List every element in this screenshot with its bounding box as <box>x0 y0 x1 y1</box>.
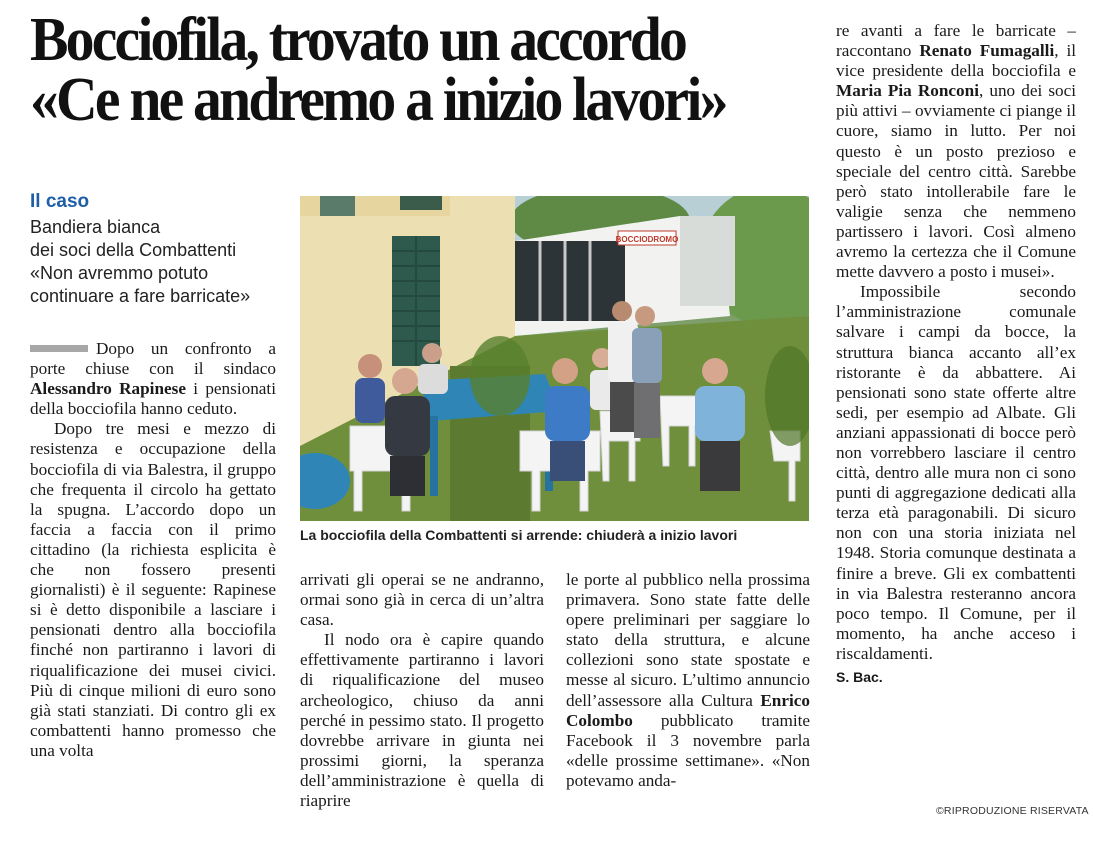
headline-line-1: Bocciofila, trovato un accordo <box>30 6 686 74</box>
article-photo <box>300 196 809 521</box>
person-name: Enrico Colombo <box>566 690 810 730</box>
paragraph-lead: Dopo un confronto a porte chiuse con il sindaco Alessandro Rapinese i pensionati della bocciofila hanno ceduto. <box>30 339 276 419</box>
summary-line-2: dei soci della Combattenti <box>30 240 237 260</box>
summary-line-1: Bandiera bianca <box>30 217 161 237</box>
lead-rule <box>30 345 88 352</box>
person-name: Renato Fumagalli <box>919 41 1055 61</box>
article-column-2 <box>300 570 544 811</box>
copyright-notice: ©RIPRODUZIONE RISERVATA <box>936 805 1089 817</box>
summary <box>30 216 292 308</box>
person-name: Alessandro Rapinese <box>30 379 186 399</box>
person-name: Maria Pia Ronconi <box>836 81 979 101</box>
bocciodromo-sign: BOCCIODROMO <box>615 235 679 244</box>
paragraph-continued: arrivati gli operai se ne andranno, ormai sono già in cerca di un’altra casa. <box>300 570 544 630</box>
paragraph: Dopo tre mesi e mezzo di resistenza e occupazione della bocciofila di via Balestra, il gruppo che frequenta il circolo ha gettato la spugna. L’accordo dopo un faccia a faccia con il primo cittadino (la richiesta esplicita è che non fossero presenti giornalisti) è il seguente: Rapinese si è detto disponibile a lasciare i pensionati dentro alla bocciofila finché non partiranno i lavori di riqualificazione dei musei civici. Più di cinque milioni di euro sono già stati stanziati. Di contro gli ex combattenti hanno promesso che una volta <box>30 419 276 760</box>
headline <box>30 6 765 134</box>
summary-line-4: continuare a fare barricate» <box>30 286 251 306</box>
kicker: Il caso <box>30 191 90 212</box>
author-signature: S. Bac. <box>836 669 883 685</box>
article-column-3 <box>566 570 810 791</box>
paragraph: Impossibile secondo l’amministrazione comunale salvare i campi da bocce, la struttura bianca accanto all’ex ristorante è da abbattere. Ai pensionati sono state offerte altre sedi, per esempio ad Albate. Gli anziani appassionati di bocce però non vorrebbero lasciare il centro città, dentro alle mura non ci sono punti di aggregazione dedicati alla terza età paragonabili. Di sicuro non con una storia iniziata nel 1948. Storia comunque destinata a finire a breve. Gli ex combattenti in via Balestra resteranno ancora poco tempo. Il Comune, per il momento, ha anche acceso i riscaldamenti. <box>836 282 1076 663</box>
headline-line-2: «Ce ne andremo a inizio lavori» <box>30 66 726 134</box>
article-column-4 <box>836 21 1076 687</box>
article-column-1 <box>30 339 276 761</box>
paragraph-continued: re avanti a fare le barricate – raccontano Renato Fumagalli, il vice presidente della bocciofila e Maria Pia Ronconi, uno dei soci più attivi – ovviamente ci piange il cuore, siamo in lutto. Per noi questo è un posto prezioso e speciale del centro città. Sarebbe però stato intollerabile fare le valigie senza che nemmeno partissero i lavori. Così almeno avremo la certezza che il Comune mette davvero a posto i musei». <box>836 21 1076 282</box>
paragraph-continued: le porte al pubblico nella prossima primavera. Sono state fatte delle opere preliminari per saggiare lo stato della struttura, e alcune collezioni sono state spostate e messe al sicuro. L’ultimo annuncio dell’assessore alla Cultura Enrico Colombo pubblicato tramite Facebook il 3 novembre parla «delle prossime settimane». «Non potevamo anda- <box>566 570 810 790</box>
paragraph: Il nodo ora è capire quando effettivamente partiranno i lavori di riqualificazione del museo archeologico, chiuso da anni perché in pessimo stato. Il progetto dovrebbe arrivare in giunta nei prossimi giorni, la speranza dell’amministrazione è quella di riaprire <box>300 630 544 811</box>
summary-line-3: «Non avremmo potuto <box>30 263 209 283</box>
photo-caption: La bocciofila della Combattenti si arrende: chiuderà a inizio lavori <box>300 527 738 543</box>
